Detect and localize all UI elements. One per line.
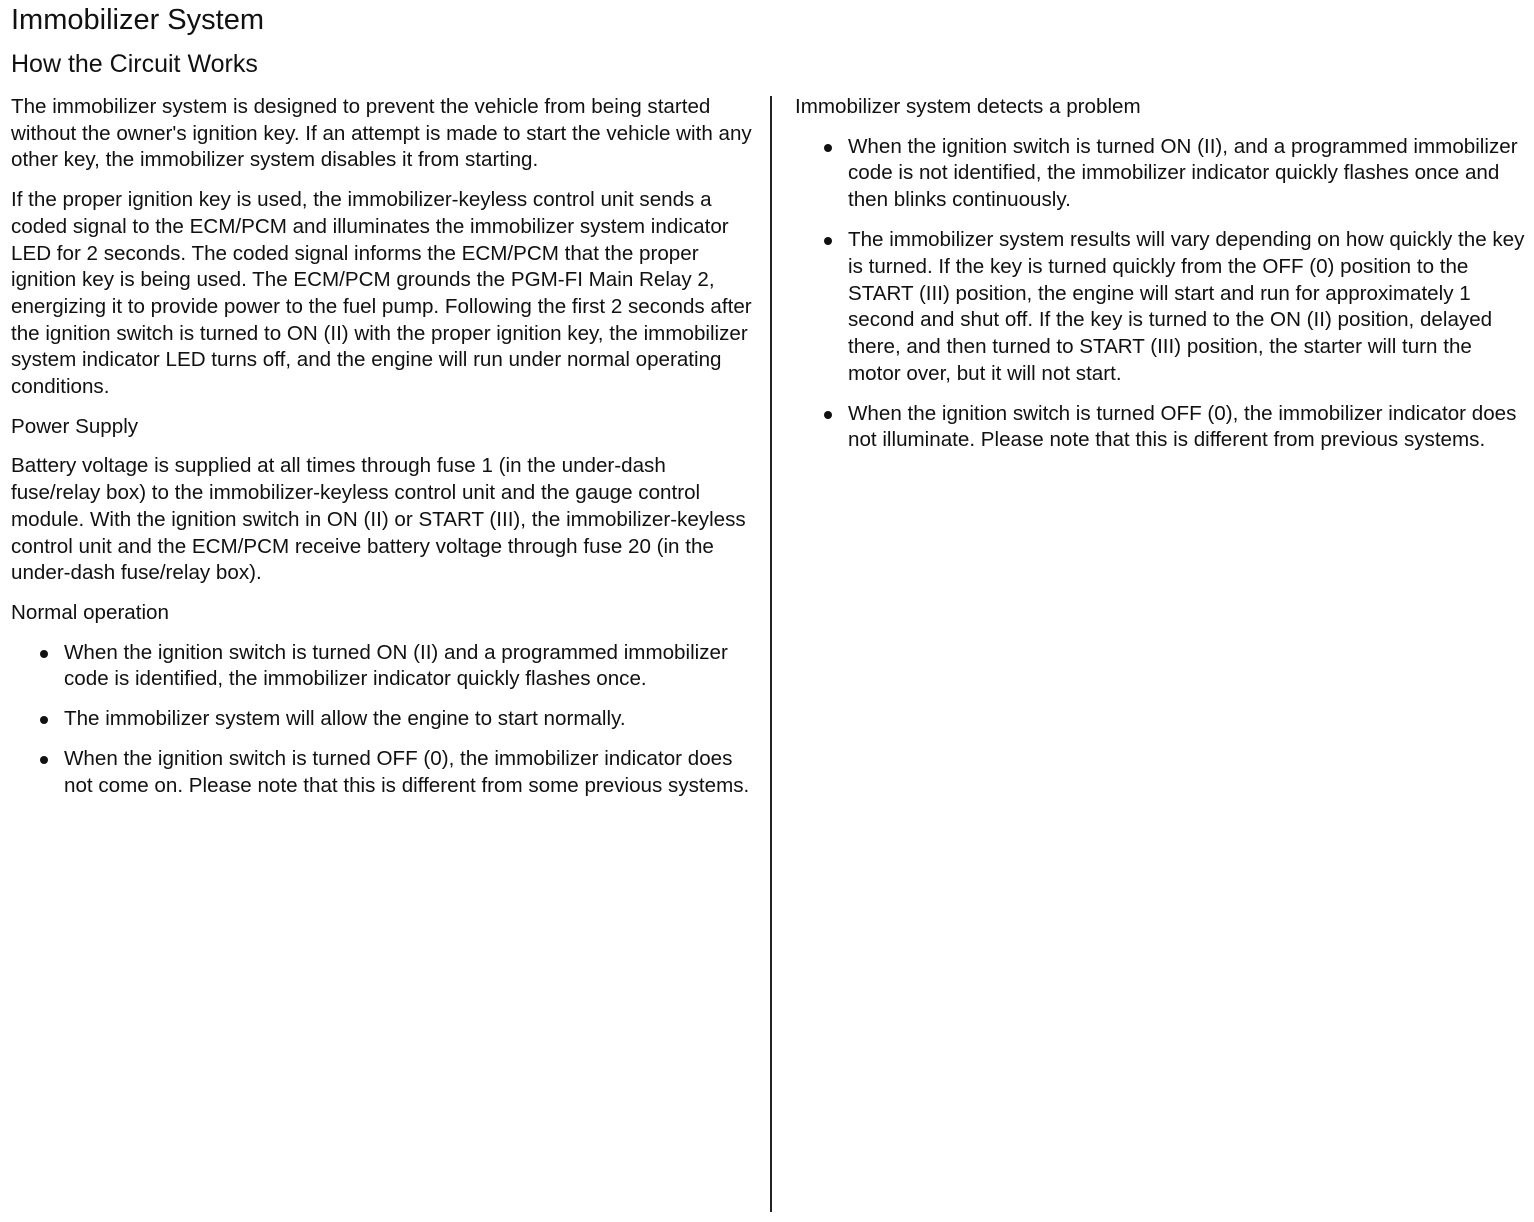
- intro-paragraph: The immobilizer system is designed to prevent the vehicle from being started without the owner's ignition key. If an attempt is made to start the vehicle with any other key, the immobilizer system disables it from starting.: [11, 95, 752, 172]
- normal-operation-heading: Normal operation: [11, 600, 169, 624]
- problem-list: [795, 134, 1525, 454]
- left-column: [11, 94, 756, 813]
- column-divider: [770, 96, 772, 1212]
- normal-operation-list: [11, 640, 756, 800]
- list-item: [795, 227, 1525, 387]
- list-item: [795, 401, 1525, 454]
- power-supply-paragraph: Battery voltage is supplied at all times through fuse 1 (in the under-dash fuse/relay box) to the immobilizer-keyless control unit and the gauge control module. With the ignition switch in ON (II) or START (III), the immobilizer-keyless control unit and the ECM/PCM receive battery voltage through fuse 20 (in the under-dash fuse/relay box).: [11, 454, 746, 585]
- list-item: [11, 640, 756, 693]
- problem-heading: Immobilizer system detects a problem: [795, 95, 1141, 118]
- section-title: How the Circuit Works: [11, 50, 258, 78]
- list-item: [11, 706, 756, 733]
- bullet-icon: [824, 144, 832, 152]
- list-item: [11, 746, 756, 799]
- bullet-icon: [40, 650, 48, 658]
- list-item-text: When the ignition switch is turned OFF (0), the immobilizer indicator does not come on. Please note that this is different from some previous systems.: [64, 747, 750, 798]
- power-supply-heading: Power Supply: [11, 414, 139, 438]
- list-item-text: The immobilizer system will allow the engine to start normally.: [64, 707, 626, 731]
- list-item-text: When the ignition switch is turned ON (II) and a programmed immobilizer code is identified, the immobilizer indicator quickly flashes once.: [64, 640, 728, 691]
- right-column: [795, 94, 1525, 467]
- list-item: [795, 134, 1525, 214]
- bullet-icon: [40, 756, 48, 764]
- proper-key-paragraph: If the proper ignition key is used, the immobilizer-keyless control unit sends a coded signal to the ECM/PCM and illuminates the immobilizer system indicator LED for 2 seconds. The coded signal informs the ECM/PCM that the proper ignition key is being used. The ECM/PCM grounds the PGM-FI Main Relay 2, energizing it to provide power to the fuel pump. Following the first 2 seconds after the ignition switch is turned to ON (II) with the proper ignition key, the immobilizer system indicator LED turns off, and the engine will run under normal operating conditions.: [11, 188, 752, 399]
- bullet-icon: [824, 237, 832, 245]
- bullet-icon: [824, 411, 832, 419]
- bullet-icon: [40, 716, 48, 724]
- list-item-text: When the ignition switch is turned ON (II), and a programmed immobilizer code is not identified, the immobilizer indicator quickly flashes once and then blinks continuously.: [848, 134, 1518, 212]
- list-item-text: When the ignition switch is turned OFF (0), the immobilizer indicator does not illuminate. Please note that this is different from previous systems.: [848, 401, 1517, 452]
- list-item-text: The immobilizer system results will vary depending on how quickly the key is turned. If the key is turned quickly from the OFF (0) position to the START (III) position, the engine will start and run for approximately 1 second and shut off. If the key is turned to the ON (II) position, delayed there, and then turned to START (III) position, the starter will turn the motor over, but it will not start.: [848, 228, 1525, 385]
- page-title: Immobilizer System: [11, 4, 264, 36]
